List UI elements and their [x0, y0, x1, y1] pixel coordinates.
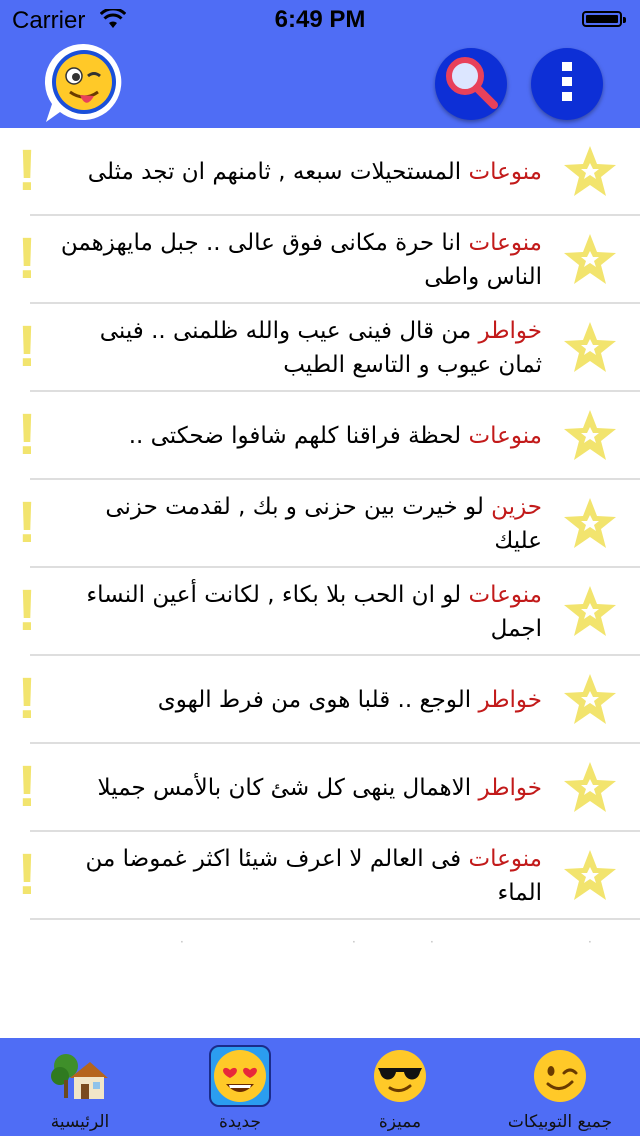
- sunglasses-emoji-icon: [370, 1046, 430, 1106]
- post-body: لو خيرت بين حزنى و بك , لقدمت حزنى عليك: [105, 494, 542, 554]
- favorite-star-icon[interactable]: [562, 584, 618, 640]
- post-category: منوعات: [468, 423, 542, 449]
- tab-featured[interactable]: [320, 1038, 480, 1136]
- post-text: [52, 683, 542, 717]
- report-icon[interactable]: !: [17, 490, 37, 555]
- post-body: من قال فينى عيب والله ظلمنى .. فينى ثمان عيوب و التاسع الطيب: [99, 318, 542, 378]
- divider-dot: ·: [430, 935, 434, 949]
- list-item[interactable]: [0, 392, 640, 480]
- post-text: [52, 771, 542, 805]
- tab-label: جديدة: [219, 1112, 261, 1132]
- tab-home[interactable]: [0, 1038, 160, 1136]
- post-body: الاهمال ينهى كل شئ كان بالأمس جميلا: [97, 775, 472, 801]
- heart-eyes-emoji-icon: [210, 1046, 270, 1106]
- post-text: [52, 490, 542, 558]
- favorite-star-icon[interactable]: [562, 232, 618, 288]
- list-item[interactable]: [0, 832, 640, 920]
- post-text: [52, 419, 542, 453]
- favorite-star-icon[interactable]: [562, 672, 618, 728]
- post-category: حزين: [491, 494, 542, 520]
- post-text: [52, 578, 542, 646]
- divider-dot: ·: [588, 935, 592, 949]
- tab-label: جميع التوبيكات: [507, 1112, 613, 1132]
- tab-all-topics[interactable]: [480, 1038, 640, 1136]
- report-icon[interactable]: !: [17, 226, 37, 291]
- post-category: منوعات: [468, 582, 542, 608]
- tab-label: مميزة: [378, 1112, 422, 1132]
- list-item[interactable]: [0, 216, 640, 304]
- tab-bar: [0, 1038, 640, 1136]
- favorite-star-icon[interactable]: [562, 408, 618, 464]
- clock-label: 6:49 PM: [274, 6, 366, 33]
- tab-new[interactable]: [160, 1038, 320, 1136]
- post-text: [52, 842, 542, 910]
- post-category: منوعات: [468, 230, 542, 256]
- report-icon[interactable]: !: [17, 314, 37, 379]
- search-icon: [440, 51, 502, 117]
- favorite-star-icon[interactable]: [562, 320, 618, 376]
- post-body: فى العالم لا اعرف شيئا اكثر غموضا من الماء: [85, 846, 542, 906]
- post-text: [52, 155, 542, 189]
- favorite-star-icon[interactable]: [562, 848, 618, 904]
- post-category: منوعات: [468, 846, 542, 872]
- post-text: [52, 226, 542, 294]
- post-category: خواطر: [478, 775, 542, 801]
- post-body: لحظة فراقنا كلهم شافوا ضحكتى ..: [128, 423, 462, 449]
- favorite-star-icon[interactable]: [562, 496, 618, 552]
- report-icon[interactable]: !: [17, 578, 37, 643]
- list-item[interactable]: [0, 304, 640, 392]
- status-bar: [0, 0, 640, 40]
- list-item[interactable]: [0, 568, 640, 656]
- list-item[interactable]: [0, 744, 640, 832]
- report-icon[interactable]: !: [17, 138, 37, 203]
- post-category: منوعات: [468, 159, 542, 185]
- tab-label: الرئيسية: [50, 1112, 110, 1132]
- report-icon[interactable]: !: [17, 666, 37, 731]
- post-body: لو ان الحب بلا بكاء , لكانت أعين النساء اجمل: [86, 582, 542, 642]
- report-icon[interactable]: !: [17, 842, 37, 907]
- carrier-label: Carrier: [12, 7, 86, 34]
- report-icon[interactable]: !: [17, 754, 37, 819]
- more-options-button[interactable]: [531, 48, 603, 120]
- favorite-star-icon[interactable]: [562, 144, 618, 200]
- wink-emoji-icon: [530, 1046, 590, 1106]
- more-vertical-icon: [559, 60, 575, 108]
- divider-dot: ·: [352, 935, 356, 949]
- post-text: [52, 314, 542, 382]
- report-icon[interactable]: !: [17, 402, 37, 467]
- post-body: الوجع .. قلبا هوى من فرط الهوى: [157, 687, 472, 713]
- home-tree-icon: [50, 1046, 110, 1106]
- post-category: خواطر: [478, 318, 542, 344]
- list-item[interactable]: [0, 656, 640, 744]
- battery-icon: [582, 11, 622, 27]
- favorite-star-icon[interactable]: [562, 760, 618, 816]
- top-bar: [0, 0, 640, 128]
- winking-tongue-emoji-icon: [38, 38, 130, 128]
- post-category: خواطر: [478, 687, 542, 713]
- post-body: المستحيلات سبعه , ثامنهم ان تجد مثلى: [87, 159, 462, 185]
- search-button[interactable]: [435, 48, 507, 120]
- divider-dot: ·: [180, 935, 184, 949]
- list-item[interactable]: [0, 480, 640, 568]
- list-item[interactable]: [0, 128, 640, 216]
- post-body: انا حرة مكانى فوق عالى .. جبل مايهزهمن الناس واطى: [60, 230, 542, 290]
